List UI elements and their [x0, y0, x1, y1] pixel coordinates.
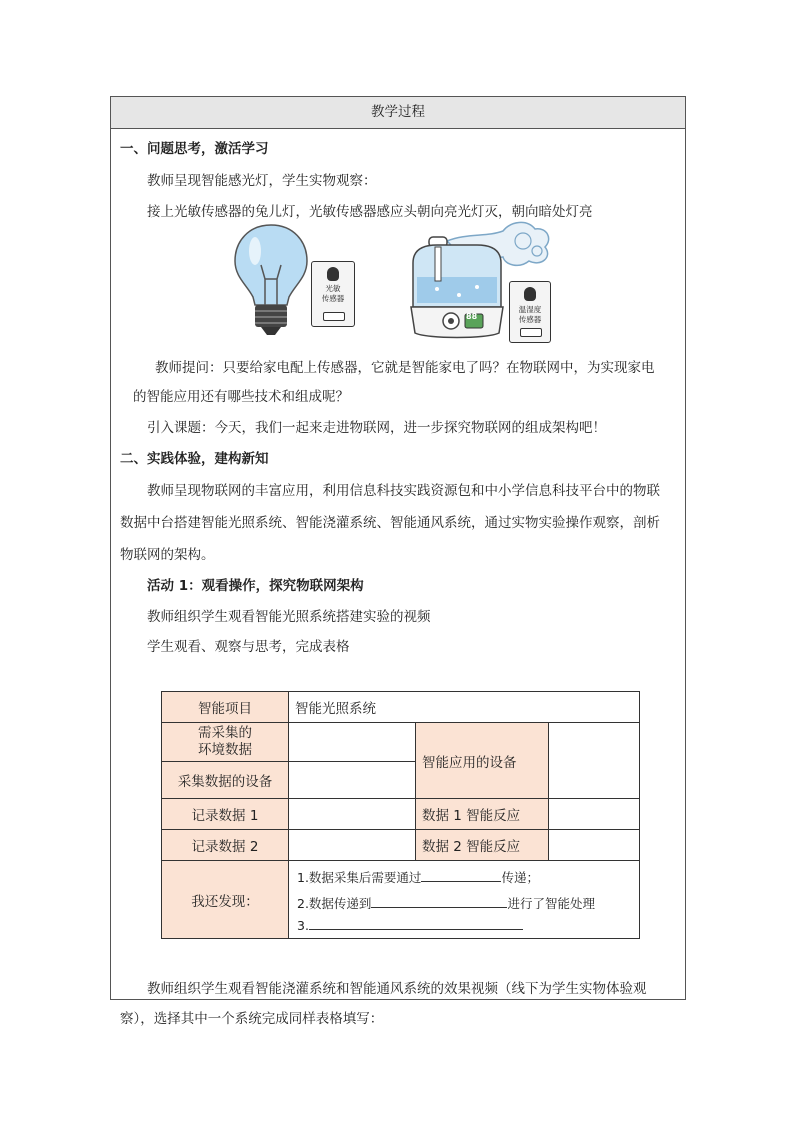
project-label-cell: 智能项目 — [162, 692, 289, 723]
light-sensor-label-1: 光敏 — [325, 284, 341, 293]
found-label-cell: 我还发现： — [162, 861, 289, 939]
teacher-question-line-1: 教师提问：只要给家电配上传感器，它就是智能家电了吗？在物联网中，为实现家电 — [155, 360, 655, 376]
finding-2-suffix: 进行了智能处理 — [507, 896, 595, 911]
app-device-label-cell: 智能应用的设备 — [416, 723, 549, 799]
table-row — [162, 830, 640, 861]
rec1-response-input-cell[interactable] — [549, 799, 640, 830]
light-sensor-label-2: 传感器 — [321, 294, 345, 303]
finding-2 — [297, 891, 631, 917]
finding-3-prefix: 3. — [297, 918, 309, 933]
th-sensor-label-1: 温湿度 — [518, 305, 542, 314]
th-sensor-label-2: 传感器 — [518, 315, 542, 324]
observation-table — [161, 691, 640, 939]
activity-heading: 活动 1：观看操作，探究物联网架构 — [147, 578, 364, 594]
section1-heading: 一、问题思考，激活学习 — [120, 141, 269, 157]
light-sensor-module — [311, 261, 355, 327]
findings-cell — [289, 861, 640, 939]
finding-1 — [297, 865, 631, 891]
smart-lamp-illustration — [231, 221, 351, 341]
rec2-response-label-cell: 数据 2 智能反应 — [416, 830, 549, 861]
temp-humidity-sensor-module — [509, 281, 551, 343]
project-value-cell: 智能光照系统 — [289, 692, 640, 723]
sensor-port-icon — [520, 328, 542, 337]
app-device-input-cell[interactable] — [549, 723, 640, 799]
section2-para-line-3: 物联网的架构。 — [120, 547, 215, 563]
closing-line-2: 察），选择其中一个系统完成同样表格填写： — [120, 1011, 384, 1027]
finding-1-suffix: 传递； — [501, 870, 539, 885]
finding-2-prefix: 2.数据传递到 — [297, 896, 372, 911]
env-data-input-cell[interactable] — [289, 723, 416, 762]
section2-para-line-2: 数据中台搭建智能光照系统、智能浇灌系统、智能通风系统，通过实物实验操作观察，剖析 — [120, 515, 660, 531]
finding-3-blank[interactable] — [309, 917, 523, 930]
table-row — [162, 861, 640, 939]
section1-paragraph-2: 接上光敏传感器的兔儿灯，光敏传感器感应头朝向亮光灯灭，朝向暗处灯亮 — [147, 204, 593, 220]
rec1-response-label-cell: 数据 1 智能反应 — [416, 799, 549, 830]
sensor-hole-icon — [327, 267, 339, 281]
sensor-port-icon — [323, 312, 345, 321]
table-row — [162, 799, 640, 830]
humidifier-illustration — [407, 211, 567, 341]
rec2-label-cell: 记录数据 2 — [162, 830, 289, 861]
panel-header: 教学过程 — [111, 97, 685, 129]
table-row — [162, 692, 640, 723]
activity-paragraph-1: 教师组织学生观看智能光照系统搭建实验的视频 — [147, 609, 431, 625]
env-data-label-2: 环境数据 — [198, 742, 252, 758]
finding-3 — [297, 917, 631, 934]
section1-paragraph-1: 教师呈现智能感光灯，学生实物观察： — [147, 173, 377, 189]
teaching-process-panel — [110, 96, 686, 1027]
finding-1-blank[interactable] — [421, 869, 501, 882]
section2-heading: 二、实践体验，建构新知 — [120, 451, 269, 467]
device-input-cell[interactable] — [289, 762, 416, 799]
humidifier-display: 88 — [466, 312, 478, 321]
finding-2-blank[interactable] — [371, 895, 507, 908]
section2-para-line-1: 教师呈现物联网的丰富应用，利用信息科技实践资源包和中小学信息科技平台中的物联 — [147, 483, 660, 499]
light-bulb-icon — [231, 221, 311, 339]
finding-1-prefix: 1.数据采集后需要通过 — [297, 870, 422, 885]
rec1-input-cell[interactable] — [289, 799, 416, 830]
intro-topic: 引入课题：今天，我们一起来走进物联网，进一步探究物联网的组成架构吧！ — [147, 420, 606, 436]
closing-line-1: 教师组织学生观看智能浇灌系统和智能通风系统的效果视频（线下为学生实物体验观 — [147, 981, 647, 997]
env-data-label-cell — [162, 723, 289, 762]
teacher-question-line-2: 的智能应用还有哪些技术和组成呢？ — [133, 389, 349, 405]
rec1-label-cell: 记录数据 1 — [162, 799, 289, 830]
env-data-label-1: 需采集的 — [198, 725, 252, 741]
rec2-input-cell[interactable] — [289, 830, 416, 861]
rec2-response-input-cell[interactable] — [549, 830, 640, 861]
sensor-hole-icon — [524, 287, 536, 301]
device-label-cell: 采集数据的设备 — [162, 762, 289, 799]
activity-paragraph-2: 学生观看、观察与思考，完成表格 — [147, 639, 350, 655]
table-row — [162, 723, 640, 762]
